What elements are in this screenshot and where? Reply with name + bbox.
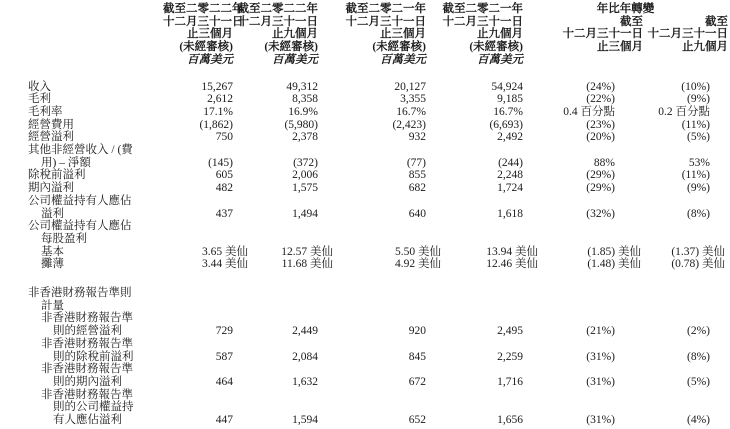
yoy-group-header [523, 3, 728, 16]
row-label-operating-profit [28, 131, 163, 144]
cell-eps-diluted--3m-2022 [163, 258, 248, 271]
row-label-line: 每股盈利 [41, 232, 87, 245]
cell-value: (23%) [586, 118, 615, 131]
row-label-line: 則的期內溢利 [53, 375, 122, 388]
cell-eps-basic--3m-2022 [163, 245, 248, 259]
cell-value: 2,612 [207, 93, 233, 106]
cell-eps-diluted--yoy-3m [523, 258, 643, 271]
column-header-line: 截至二零二一年 [345, 3, 426, 15]
column-header-line: 截至二零二二年 [163, 3, 244, 15]
cell-value: 1,656 [497, 414, 523, 427]
cell-value: (0.78) 美仙 [671, 258, 725, 271]
cell-gross-margin--9m-2021 [426, 106, 523, 119]
cell-eps-diluted--yoy-9m [643, 258, 728, 271]
cell-value: (8%) [687, 207, 710, 220]
cell-eps-basic--3m-2021 [318, 245, 441, 259]
cell-profit-attributable-to-equity-holders--3m-2022 [163, 195, 233, 220]
cell-value: 920 [408, 325, 426, 338]
cell-value: (2,423) [392, 118, 426, 131]
cell-value: (10%) [681, 80, 710, 93]
cell-eps-heading--9m-2022 [233, 220, 318, 245]
cell-value: 4.92 美仙 [395, 258, 441, 271]
cell-revenue--yoy-9m [643, 67, 728, 94]
column-header-3m-2021 [318, 3, 426, 67]
cell-value: 2,492 [497, 131, 523, 144]
column-header-line: 十二月三十一日 [163, 15, 244, 28]
row-label-line: 攤薄 [41, 258, 64, 271]
cell-value: 3.44 美仙 [202, 258, 248, 271]
cell-other-non-operating-net--9m-2021 [426, 144, 523, 169]
cell-gross-profit--yoy-9m [643, 93, 728, 106]
cell-value: 1,594 [292, 414, 318, 427]
cell-operating-profit--yoy-3m [523, 131, 643, 144]
cell-value: 1,632 [292, 375, 318, 388]
row-label-non-hkfrs-profit-before-tax [28, 338, 163, 363]
cell-value: 1,575 [292, 182, 318, 195]
cell-value: (4%) [687, 414, 710, 427]
table-row-non-hkfrs-heading [28, 271, 728, 312]
cell-profit-for-period--3m-2022 [163, 182, 233, 195]
cell-profit-before-tax--yoy-9m [643, 169, 728, 182]
cell-value: 2,248 [497, 169, 523, 182]
cell-value: (29%) [586, 182, 615, 195]
row-label-line: 基本 [41, 245, 64, 258]
cell-value: 729 [215, 325, 233, 338]
row-label-line: 非香港財務報告準則 [28, 287, 132, 300]
cell-profit-attributable-to-equity-holders--yoy-3m [523, 195, 643, 220]
table-row-profit-attributable-to-equity-holders [28, 195, 728, 220]
cell-revenue--yoy-3m [523, 67, 643, 94]
cell-value: 88% [593, 156, 615, 169]
cell-value: 437 [215, 207, 233, 220]
cell-value: (2%) [687, 325, 710, 338]
cell-non-hkfrs-profit-attributable--9m-2021 [426, 389, 523, 427]
cell-value: 652 [408, 414, 426, 427]
column-unit-label: 百萬美元 [380, 53, 426, 66]
cell-profit-attributable-to-equity-holders--yoy-9m [643, 195, 728, 220]
row-label-line: 則的除稅前溢利 [53, 350, 134, 363]
cell-operating-expenses--9m-2022 [233, 119, 318, 132]
column-header-line: 截至二零二二年 [237, 3, 318, 15]
cell-value: 750 [215, 131, 233, 144]
cell-profit-before-tax--9m-2021 [426, 169, 523, 182]
cell-non-hkfrs-operating-profit--3m-2022 [163, 312, 233, 337]
table-row-other-non-operating-net [28, 144, 728, 169]
cell-operating-expenses--3m-2021 [318, 119, 426, 132]
row-label-profit-attributable-to-equity-holders [28, 195, 163, 220]
cell-profit-for-period--9m-2022 [233, 182, 318, 195]
cell-operating-profit--yoy-9m [643, 131, 728, 144]
cell-revenue--9m-2022 [233, 67, 318, 94]
column-header-line: (未經審核) [469, 41, 523, 54]
cell-eps-heading--9m-2021 [426, 220, 523, 245]
column-unit-label: 百萬美元 [477, 53, 523, 66]
row-label-non-hkfrs-profit-attributable [28, 389, 163, 427]
row-label-non-hkfrs-heading [28, 271, 163, 312]
column-header-line: 止九個月 [682, 41, 728, 54]
cell-eps-heading--3m-2022 [163, 220, 233, 245]
cell-profit-for-period--yoy-9m [643, 182, 728, 195]
cell-non-hkfrs-heading--yoy-9m [643, 271, 728, 312]
column-header-line: 十二月三十一日 [647, 28, 728, 41]
cell-non-hkfrs-operating-profit--9m-2021 [426, 312, 523, 337]
cell-non-hkfrs-profit-for-period--yoy-9m [643, 363, 728, 388]
cell-non-hkfrs-profit-before-tax--3m-2022 [163, 338, 233, 363]
cell-value: 3,355 [400, 93, 426, 106]
table-row-non-hkfrs-operating-profit [28, 312, 728, 337]
cell-non-hkfrs-profit-attributable--9m-2022 [233, 389, 318, 427]
cell-non-hkfrs-profit-attributable--3m-2022 [163, 389, 233, 427]
cell-value: 2,449 [292, 325, 318, 338]
column-header-yoy-9m [643, 16, 728, 67]
cell-value: 13.94 美仙 [486, 245, 538, 258]
cell-non-hkfrs-profit-attributable--yoy-3m [523, 389, 643, 427]
cell-value: 0.2 百分點 [658, 105, 710, 118]
cell-value: 53% [688, 156, 710, 169]
row-label-line: 有人應佔溢利 [53, 414, 122, 427]
table-row-operating-profit [28, 131, 728, 144]
cell-value: 1,618 [497, 207, 523, 220]
cell-value: 2,259 [497, 350, 523, 363]
cell-profit-for-period--3m-2021 [318, 182, 426, 195]
row-label-eps-heading [28, 220, 163, 245]
cell-gross-profit--3m-2021 [318, 93, 426, 106]
cell-profit-attributable-to-equity-holders--3m-2021 [318, 195, 426, 220]
row-label-operating-expenses [28, 119, 163, 132]
table-row-eps-heading [28, 220, 728, 245]
cell-value: 845 [408, 350, 426, 363]
cell-profit-for-period--9m-2021 [426, 182, 523, 195]
cell-operating-profit--9m-2022 [233, 131, 318, 144]
cell-value: 5.50 美仙 [395, 245, 441, 258]
row-label-line: 收入 [28, 80, 51, 93]
column-header-line: 止九個月 [477, 28, 523, 41]
cell-value: (1.37) 美仙 [671, 245, 725, 258]
cell-non-hkfrs-heading--9m-2022 [233, 271, 318, 312]
table-row-non-hkfrs-profit-before-tax [28, 338, 728, 363]
cell-eps-basic--yoy-3m [523, 246, 643, 259]
cell-profit-attributable-to-equity-holders--9m-2022 [233, 195, 318, 220]
cell-value: (21%) [586, 325, 615, 338]
cell-eps-basic--yoy-9m [643, 246, 728, 259]
yoy-group-label: 年比年轉變 [596, 3, 655, 15]
table-row-operating-expenses [28, 119, 728, 132]
cell-revenue--9m-2021 [426, 67, 523, 94]
column-header-line: 止九個月 [272, 28, 318, 41]
cell-other-non-operating-net--3m-2022 [163, 144, 233, 169]
cell-gross-margin--3m-2022 [163, 106, 233, 119]
cell-value: 482 [215, 182, 233, 195]
row-label-line: 期內溢利 [28, 182, 74, 195]
cell-value: 682 [408, 182, 426, 195]
row-label-line: 溢利 [41, 207, 64, 220]
cell-profit-before-tax--9m-2022 [233, 169, 318, 182]
cell-non-hkfrs-operating-profit--yoy-9m [643, 312, 728, 337]
cell-non-hkfrs-operating-profit--9m-2022 [233, 312, 318, 337]
cell-value: 0.4 百分點 [563, 105, 615, 118]
row-label-line: 公司權益持有人應佔 [28, 194, 132, 207]
cell-value: 15,267 [201, 80, 233, 93]
column-header-line: 止三個月 [187, 28, 233, 41]
cell-value: (9%) [687, 182, 710, 195]
cell-non-hkfrs-profit-before-tax--9m-2021 [426, 338, 523, 363]
column-header-line: 截至 [705, 15, 728, 28]
cell-value: 12.46 美仙 [486, 258, 538, 271]
cell-gross-margin--9m-2022 [233, 106, 318, 119]
cell-value: 1,716 [497, 375, 523, 388]
table-row-revenue [28, 67, 728, 94]
cell-non-hkfrs-profit-for-period--9m-2022 [233, 363, 318, 388]
cell-value: (372) [293, 156, 318, 169]
row-label-line: 非香港財務報告準 [41, 388, 133, 401]
cell-value: 16.9% [288, 105, 318, 118]
cell-non-hkfrs-heading--3m-2021 [318, 271, 426, 312]
column-header-line: (未經審核) [372, 41, 426, 54]
cell-value: (31%) [586, 375, 615, 388]
cell-value: 855 [408, 169, 426, 182]
table-row-eps-basic [28, 246, 728, 259]
cell-gross-profit--yoy-3m [523, 93, 643, 106]
cell-value: 447 [215, 414, 233, 427]
table-row-non-hkfrs-profit-attributable [28, 389, 728, 427]
cell-value: (24%) [586, 80, 615, 93]
cell-value: 11.68 美仙 [281, 258, 333, 271]
cell-non-hkfrs-profit-for-period--3m-2021 [318, 363, 426, 388]
table-row-gross-margin [28, 106, 728, 119]
cell-value: (31%) [586, 350, 615, 363]
column-header-yoy-3m [523, 16, 643, 67]
cell-gross-profit--9m-2022 [233, 93, 318, 106]
row-label-line: 毛利 [28, 93, 51, 106]
cell-value: (1.85) 美仙 [587, 245, 641, 258]
cell-operating-expenses--yoy-3m [523, 119, 643, 132]
cell-value: (5%) [687, 375, 710, 388]
cell-value: 672 [408, 375, 426, 388]
cell-value: (1,862) [199, 118, 233, 131]
column-header-3m-2022 [163, 3, 244, 67]
row-label-eps-basic [28, 246, 163, 259]
row-label-revenue [28, 67, 163, 94]
cell-gross-margin--yoy-9m [643, 106, 728, 119]
column-unit-label: 百萬美元 [272, 53, 318, 66]
cell-value: (31%) [586, 414, 615, 427]
cell-value: 2,084 [292, 350, 318, 363]
row-label-eps-diluted [28, 258, 163, 271]
cell-value: (11%) [681, 118, 710, 131]
row-label-line: 非香港財務報告準 [41, 337, 133, 350]
cell-value: (29%) [586, 169, 615, 182]
cell-value: (145) [208, 156, 233, 169]
cell-non-hkfrs-profit-attributable--yoy-9m [643, 389, 728, 427]
row-label-line: 其他非經營收入 / (費 [28, 144, 133, 157]
cell-value: 12.57 美仙 [281, 245, 333, 258]
cell-value: 2,378 [292, 131, 318, 144]
cell-value: 605 [215, 169, 233, 182]
row-label-column-header [28, 3, 163, 67]
cell-profit-attributable-to-equity-holders--9m-2021 [426, 195, 523, 220]
cell-eps-heading--3m-2021 [318, 220, 426, 245]
column-header-line: 十二月三十一日 [345, 15, 426, 28]
row-label-line: 則的公司權益持 [53, 401, 134, 414]
cell-gross-margin--yoy-3m [523, 106, 643, 119]
cell-non-hkfrs-heading--yoy-3m [523, 271, 643, 312]
cell-value: 16.7% [493, 105, 523, 118]
cell-value: 17.1% [203, 105, 233, 118]
cell-value: (5%) [687, 131, 710, 144]
row-label-line: 計量 [41, 299, 64, 312]
cell-value: (77) [406, 156, 426, 169]
cell-value: 16.7% [396, 105, 426, 118]
cell-eps-heading--yoy-3m [523, 220, 643, 245]
cell-value: (244) [498, 156, 523, 169]
cell-non-hkfrs-heading--9m-2021 [426, 271, 523, 312]
table-row-eps-diluted [28, 258, 728, 271]
cell-non-hkfrs-profit-for-period--3m-2022 [163, 363, 233, 388]
cell-gross-profit--3m-2022 [163, 93, 233, 106]
cell-revenue--3m-2022 [163, 67, 233, 94]
cell-eps-heading--yoy-9m [643, 220, 728, 245]
column-header-line: 截至 [620, 15, 643, 28]
cell-profit-before-tax--3m-2021 [318, 169, 426, 182]
cell-non-hkfrs-profit-for-period--yoy-3m [523, 363, 643, 388]
table-row-gross-profit [28, 93, 728, 106]
cell-value: 932 [408, 131, 426, 144]
cell-operating-expenses--9m-2021 [426, 119, 523, 132]
cell-non-hkfrs-profit-before-tax--yoy-9m [643, 338, 728, 363]
cell-value: (6,693) [489, 118, 523, 131]
cell-revenue--3m-2021 [318, 67, 426, 94]
column-header-line: 十二月三十一日 [442, 15, 523, 28]
cell-non-hkfrs-profit-attributable--3m-2021 [318, 389, 426, 427]
cell-other-non-operating-net--yoy-9m [643, 144, 728, 169]
cell-value: (1.48) 美仙 [587, 258, 641, 271]
row-label-line: 除稅前溢利 [28, 169, 86, 182]
row-label-line: 則的經營溢利 [53, 325, 122, 338]
cell-operating-expenses--3m-2022 [163, 119, 233, 132]
cell-other-non-operating-net--9m-2022 [233, 144, 318, 169]
column-header-line: 止三個月 [597, 41, 643, 54]
cell-operating-profit--9m-2021 [426, 131, 523, 144]
row-label-line: 非香港財務報告準 [41, 312, 133, 325]
cell-value: (9%) [687, 93, 710, 106]
cell-operating-expenses--yoy-9m [643, 119, 728, 132]
cell-non-hkfrs-operating-profit--3m-2021 [318, 312, 426, 337]
cell-value: (20%) [586, 131, 615, 144]
column-header-line: 十二月三十一日 [562, 28, 643, 41]
row-label-line: 用) – 淨額 [41, 156, 91, 169]
cell-value: 587 [215, 350, 233, 363]
table-row-non-hkfrs-profit-for-period [28, 363, 728, 388]
table-body [28, 67, 728, 427]
cell-value: 20,127 [394, 80, 426, 93]
cell-non-hkfrs-operating-profit--yoy-3m [523, 312, 643, 337]
cell-value: 640 [408, 207, 426, 220]
cell-operating-profit--3m-2021 [318, 131, 426, 144]
table-header [28, 3, 728, 67]
cell-gross-margin--3m-2021 [318, 106, 426, 119]
cell-operating-profit--3m-2022 [163, 131, 233, 144]
row-label-line: 經營溢利 [28, 131, 74, 144]
cell-non-hkfrs-profit-for-period--9m-2021 [426, 363, 523, 388]
cell-non-hkfrs-profit-before-tax--3m-2021 [318, 338, 426, 363]
column-header-9m-2021 [426, 3, 523, 67]
cell-value: (5,980) [284, 118, 318, 131]
cell-other-non-operating-net--yoy-3m [523, 144, 643, 169]
cell-value: (11%) [681, 169, 710, 182]
row-label-line: 經營費用 [28, 118, 74, 131]
cell-value: (22%) [586, 93, 615, 106]
row-label-non-hkfrs-operating-profit [28, 312, 163, 337]
row-label-line: 毛利率 [28, 105, 63, 118]
cell-value: 3.65 美仙 [202, 245, 248, 258]
table-row-profit-before-tax [28, 169, 728, 182]
row-label-profit-before-tax [28, 169, 163, 182]
cell-profit-before-tax--yoy-3m [523, 169, 643, 182]
row-label-profit-for-period [28, 182, 163, 195]
column-header-line: (未經審核) [264, 41, 318, 54]
cell-value: 464 [215, 375, 233, 388]
cell-value: 9,185 [497, 93, 523, 106]
cell-value: (8%) [687, 350, 710, 363]
cell-value: 1,494 [292, 207, 318, 220]
column-unit-label: 百萬美元 [187, 53, 233, 66]
cell-non-hkfrs-profit-before-tax--yoy-3m [523, 338, 643, 363]
cell-non-hkfrs-profit-before-tax--9m-2022 [233, 338, 318, 363]
column-header-9m-2022 [233, 3, 318, 67]
row-label-non-hkfrs-profit-for-period [28, 363, 163, 388]
column-header-line: 十二月三十一日 [237, 15, 318, 28]
cell-non-hkfrs-heading--3m-2022 [163, 271, 233, 312]
cell-value: 8,358 [292, 93, 318, 106]
cell-value: 54,924 [491, 80, 523, 93]
table-row-profit-for-period [28, 182, 728, 195]
cell-gross-profit--9m-2021 [426, 93, 523, 106]
row-label-gross-margin [28, 106, 163, 119]
row-label-line: 公司權益持有人應佔 [28, 220, 132, 233]
row-label-line: 非香港財務報告準 [41, 363, 133, 376]
column-header-line: (未經審核) [179, 41, 233, 54]
cell-profit-for-period--yoy-3m [523, 182, 643, 195]
cell-profit-before-tax--3m-2022 [163, 169, 233, 182]
cell-value: 49,312 [286, 80, 318, 93]
cell-value: (32%) [586, 207, 615, 220]
cell-value: 2,495 [497, 325, 523, 338]
row-label-gross-profit [28, 93, 163, 106]
cell-other-non-operating-net--3m-2021 [318, 144, 426, 169]
cell-value: 1,724 [497, 182, 523, 195]
cell-value: 2,006 [292, 169, 318, 182]
cell-eps-diluted--3m-2021 [318, 258, 441, 271]
column-header-line: 截至二零二一年 [442, 3, 523, 15]
row-label-other-non-operating-net [28, 144, 163, 169]
column-header-line: 止三個月 [380, 28, 426, 41]
financial-results-table [28, 3, 728, 427]
